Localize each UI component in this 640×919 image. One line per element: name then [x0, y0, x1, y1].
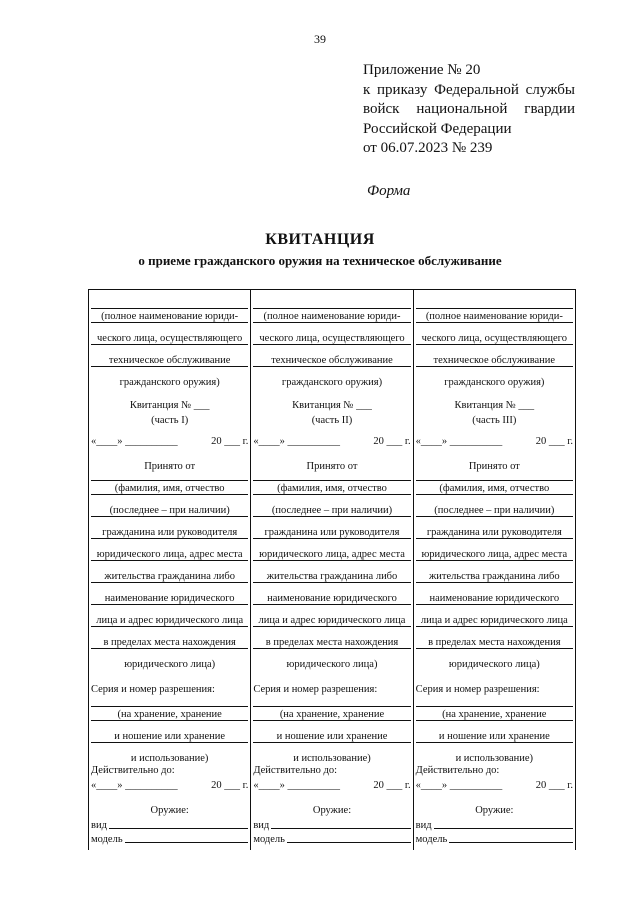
- permit-line: и ношение или хранение: [91, 731, 248, 743]
- appendix-word: войск: [363, 101, 400, 117]
- accepted-from-label: Принято от: [144, 461, 196, 472]
- weapon-kind-blank: [434, 827, 573, 829]
- blank-line: [91, 308, 248, 309]
- appendix-word: Федеральной: [434, 81, 519, 98]
- permit-label: Серия и номер разрешения:: [415, 684, 540, 695]
- valid-date-year: 20 ___ г.: [373, 780, 411, 791]
- person-line: юридического лица): [124, 659, 216, 670]
- valid-date: [253, 780, 410, 791]
- valid-date-year: 20 ___ г.: [535, 780, 573, 791]
- person-line: гражданина или руководителя: [91, 527, 248, 539]
- person-line: (последнее – при наличии): [416, 505, 573, 517]
- person-line: юридического лица): [448, 659, 540, 670]
- permit-line: (на хранение, хранение: [253, 709, 410, 721]
- receipt-date: [253, 436, 410, 447]
- valid-date-day-month: «____» __________: [91, 780, 178, 791]
- appendix-header: [363, 61, 575, 159]
- page-number: 39: [314, 32, 326, 46]
- person-line: в пределах места нахождения: [416, 637, 573, 649]
- blank-line: [416, 308, 573, 309]
- weapon-kind-label: вид: [91, 820, 107, 831]
- valid-date-day-month: «____» __________: [415, 780, 503, 791]
- blank-line: [91, 480, 248, 481]
- blank-line: [253, 308, 410, 309]
- permit-line: (на хранение, хранение: [416, 709, 573, 721]
- person-line: гражданина или руководителя: [416, 527, 573, 539]
- receipt-date-day-month: «____» __________: [91, 436, 178, 447]
- blank-line: [91, 706, 248, 707]
- permit-label: Серия и номер разрешения:: [253, 684, 378, 695]
- weapon-model-label: модель: [253, 834, 285, 845]
- person-line: лица и адрес юридического лица: [416, 615, 573, 627]
- accepted-from-label: Принято от: [468, 461, 520, 472]
- person-line: юридического лица): [286, 659, 378, 670]
- weapon-label: Оружие:: [312, 805, 352, 816]
- accepted-from-label: Принято от: [306, 461, 358, 472]
- person-line: наименование юридического: [91, 593, 248, 605]
- org-name-line: ческого лица, осуществляющего: [416, 333, 573, 345]
- weapon-label: Оружие:: [475, 805, 514, 816]
- org-name-line: ческого лица, осуществляющего: [253, 333, 410, 345]
- weapon-kind-blank: [271, 827, 410, 829]
- receipt-part: (часть I): [151, 415, 189, 426]
- weapon-model-label: модель: [91, 834, 123, 845]
- permit-line: и использование): [293, 753, 371, 764]
- blank-line: [253, 706, 410, 707]
- weapon-kind-blank: [109, 827, 248, 829]
- receipt-part: (часть II): [311, 415, 353, 426]
- document-title: КВИТАНЦИЯ: [265, 231, 375, 248]
- weapon-model: [253, 834, 410, 845]
- receipt-date: [416, 436, 573, 447]
- receipt-date: [91, 436, 248, 447]
- org-name-line: техническое обслуживание: [91, 355, 248, 367]
- person-line: (последнее – при наличии): [91, 505, 248, 517]
- blank-line: [253, 480, 410, 481]
- person-line: жительства гражданина либо: [416, 571, 573, 583]
- weapon-kind-label: вид: [415, 820, 432, 831]
- appendix-word: гвардии: [524, 101, 575, 117]
- weapon-model-blank: [287, 841, 411, 843]
- org-name-line: гражданского оружия): [281, 377, 383, 388]
- person-line: (последнее – при наличии): [253, 505, 410, 517]
- org-name-line: гражданского оружия): [444, 377, 545, 388]
- person-line: наименование юридического: [416, 593, 573, 605]
- receipt-part-column: [414, 290, 575, 850]
- receipt-number: Квитанция № ___: [129, 400, 210, 411]
- weapon-kind-label: вид: [253, 820, 270, 831]
- document-subtitle: о приеме гражданского оружия на техническое обслуживание: [138, 253, 502, 268]
- org-name-line: техническое обслуживание: [253, 355, 410, 367]
- person-line: в пределах места нахождения: [253, 637, 410, 649]
- weapon-model: [91, 834, 248, 845]
- receipt-date-year: 20 ___ г.: [373, 436, 411, 447]
- appendix-word: службы: [525, 81, 575, 98]
- valid-date: [91, 780, 248, 791]
- person-line: юридического лица, адрес места: [91, 549, 248, 561]
- org-name-line: техническое обслуживание: [416, 355, 573, 367]
- valid-date: [416, 780, 573, 791]
- person-line: наименование юридического: [253, 593, 410, 605]
- permit-line: (на хранение, хранение: [91, 709, 248, 721]
- receipt-date-day-month: «____» __________: [415, 436, 503, 447]
- appendix-line: Приложение № 20: [363, 62, 481, 78]
- receipt-date-day-month: «____» __________: [253, 436, 340, 447]
- appendix-line: [363, 81, 575, 101]
- receipt-number: Квитанция № ___: [454, 400, 535, 411]
- org-name-line: ческого лица, осуществляющего: [91, 333, 248, 345]
- org-name-line: гражданского оружия): [119, 377, 220, 388]
- weapon-model: [416, 834, 573, 845]
- weapon-kind: [416, 820, 573, 831]
- receipt-number: Квитанция № ___: [292, 400, 372, 411]
- weapon-label: Оружие:: [150, 805, 189, 816]
- weapon-kind: [91, 820, 248, 831]
- person-line: жительства гражданина либо: [91, 571, 248, 583]
- valid-until-label: Действительно до:: [253, 765, 338, 776]
- person-line: лица и адрес юридического лица: [91, 615, 248, 627]
- receipt-date-year: 20 ___ г.: [535, 436, 573, 447]
- blank-line: [416, 706, 573, 707]
- permit-line: и использование): [130, 753, 209, 764]
- person-line: юридического лица, адрес места: [253, 549, 410, 561]
- valid-date-day-month: «____» __________: [253, 780, 340, 791]
- weapon-model-blank: [449, 841, 573, 843]
- appendix-line: от 06.07.2023 № 239: [363, 140, 493, 156]
- appendix-word: приказу: [377, 81, 428, 98]
- valid-until-label: Действительно до:: [91, 765, 175, 776]
- valid-until-label: Действительно до:: [415, 765, 500, 776]
- person-line: в пределах места нахождения: [91, 637, 248, 649]
- permit-label: Серия и номер разрешения:: [91, 684, 215, 695]
- appendix-word: к: [363, 81, 371, 98]
- form-label: Форма: [367, 183, 411, 199]
- person-line: (фамилия, имя, отчество: [416, 483, 573, 495]
- person-line: гражданина или руководителя: [253, 527, 410, 539]
- permit-line: и использование): [455, 753, 534, 764]
- org-name-line: (полное наименование юриди-: [416, 311, 573, 323]
- receipt-part-column: [251, 290, 413, 850]
- receipt-table: [88, 289, 576, 850]
- appendix-word: национальной: [416, 101, 508, 117]
- person-line: (фамилия, имя, отчество: [253, 483, 410, 495]
- weapon-model-blank: [125, 841, 249, 843]
- permit-line: и ношение или хранение: [416, 731, 573, 743]
- receipt-part: (часть III): [472, 415, 517, 426]
- person-line: лица и адрес юридического лица: [253, 615, 410, 627]
- org-name-line: (полное наименование юриди-: [253, 311, 410, 323]
- weapon-kind: [253, 820, 410, 831]
- blank-line: [416, 480, 573, 481]
- appendix-line: Российской Федерации: [363, 120, 512, 137]
- permit-line: и ношение или хранение: [253, 731, 410, 743]
- person-line: жительства гражданина либо: [253, 571, 410, 583]
- receipt-part-column: [89, 290, 251, 850]
- appendix-line: [363, 100, 575, 120]
- person-line: (фамилия, имя, отчество: [91, 483, 248, 495]
- person-line: юридического лица, адрес места: [416, 549, 573, 561]
- valid-date-year: 20 ___ г.: [211, 780, 249, 791]
- org-name-line: (полное наименование юриди-: [91, 311, 248, 323]
- weapon-model-label: модель: [415, 834, 448, 845]
- receipt-date-year: 20 ___ г.: [211, 436, 249, 447]
